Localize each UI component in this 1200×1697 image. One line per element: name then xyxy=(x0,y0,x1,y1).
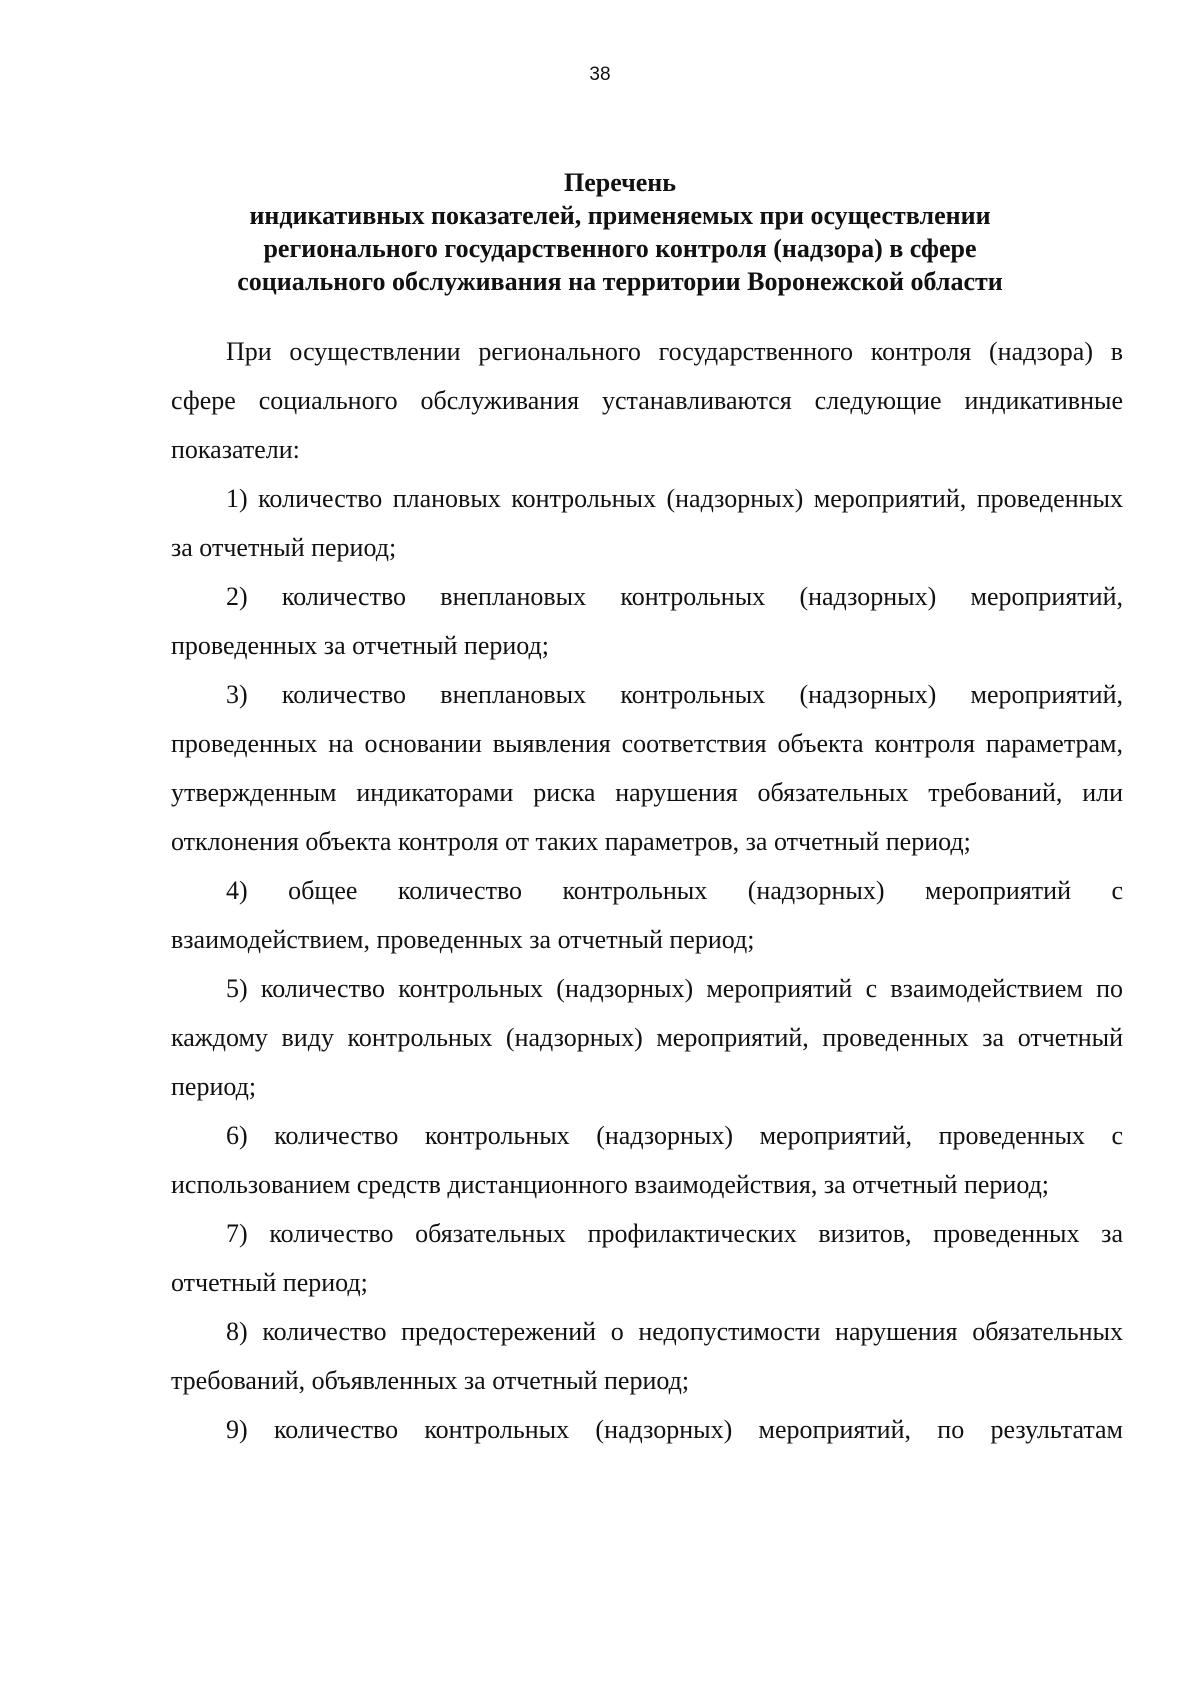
title-line: Перечень xyxy=(563,168,677,197)
list-item: 5) количество контрольных (надзорных) мероприятий с взаимодействием по каждому виду контрольных (надзорных) мероприятий, проведенных за отчетный период; xyxy=(171,974,1123,1101)
document-title xyxy=(160,166,1080,298)
title-line: регионального государственного контроля (надзора) в сфере xyxy=(263,234,977,263)
intro-paragraph: При осуществлении регионального государственного контроля (надзора) в сфере социального обслуживания устанавливаются следующие индикативные показатели: xyxy=(171,337,1123,464)
list-item: 7) количество обязательных профилактических визитов, проведенных за отчетный период; xyxy=(171,1219,1123,1297)
title-line: индикативных показателей, применяемых при осуществлении xyxy=(249,201,991,230)
list-item: 9) количество контрольных (надзорных) мероприятий, по результатам xyxy=(226,1415,1123,1444)
title-line: социального обслуживания на территории Воронежской области xyxy=(237,267,1003,296)
list-item: 2) количество внеплановых контрольных (надзорных) мероприятий, проведенных за отчетный период; xyxy=(171,582,1123,660)
list-item: 3) количество внеплановых контрольных (надзорных) мероприятий, проведенных на основании выявления соответствия объекта контроля параметрам, утвержденным индикаторами риска нарушения обязательных требований, или отклонения объекта контроля от таких параметров, за отчетный период; xyxy=(171,680,1123,856)
list-item: 8) количество предостережений о недопустимости нарушения обязательных требований, объявленных за отчетный период; xyxy=(171,1317,1123,1395)
list-item: 1) количество плановых контрольных (надзорных) мероприятий, проведенных за отчетный период; xyxy=(171,484,1123,562)
list-item: 4) общее количество контрольных (надзорных) мероприятий с взаимодействием, проведенных за отчетный период; xyxy=(171,876,1123,954)
list-item: 6) количество контрольных (надзорных) мероприятий, проведенных с использованием средств дистанционного взаимодействия, за отчетный период; xyxy=(171,1121,1123,1199)
page-number: 38 xyxy=(589,64,611,85)
document-body xyxy=(171,327,1123,1454)
